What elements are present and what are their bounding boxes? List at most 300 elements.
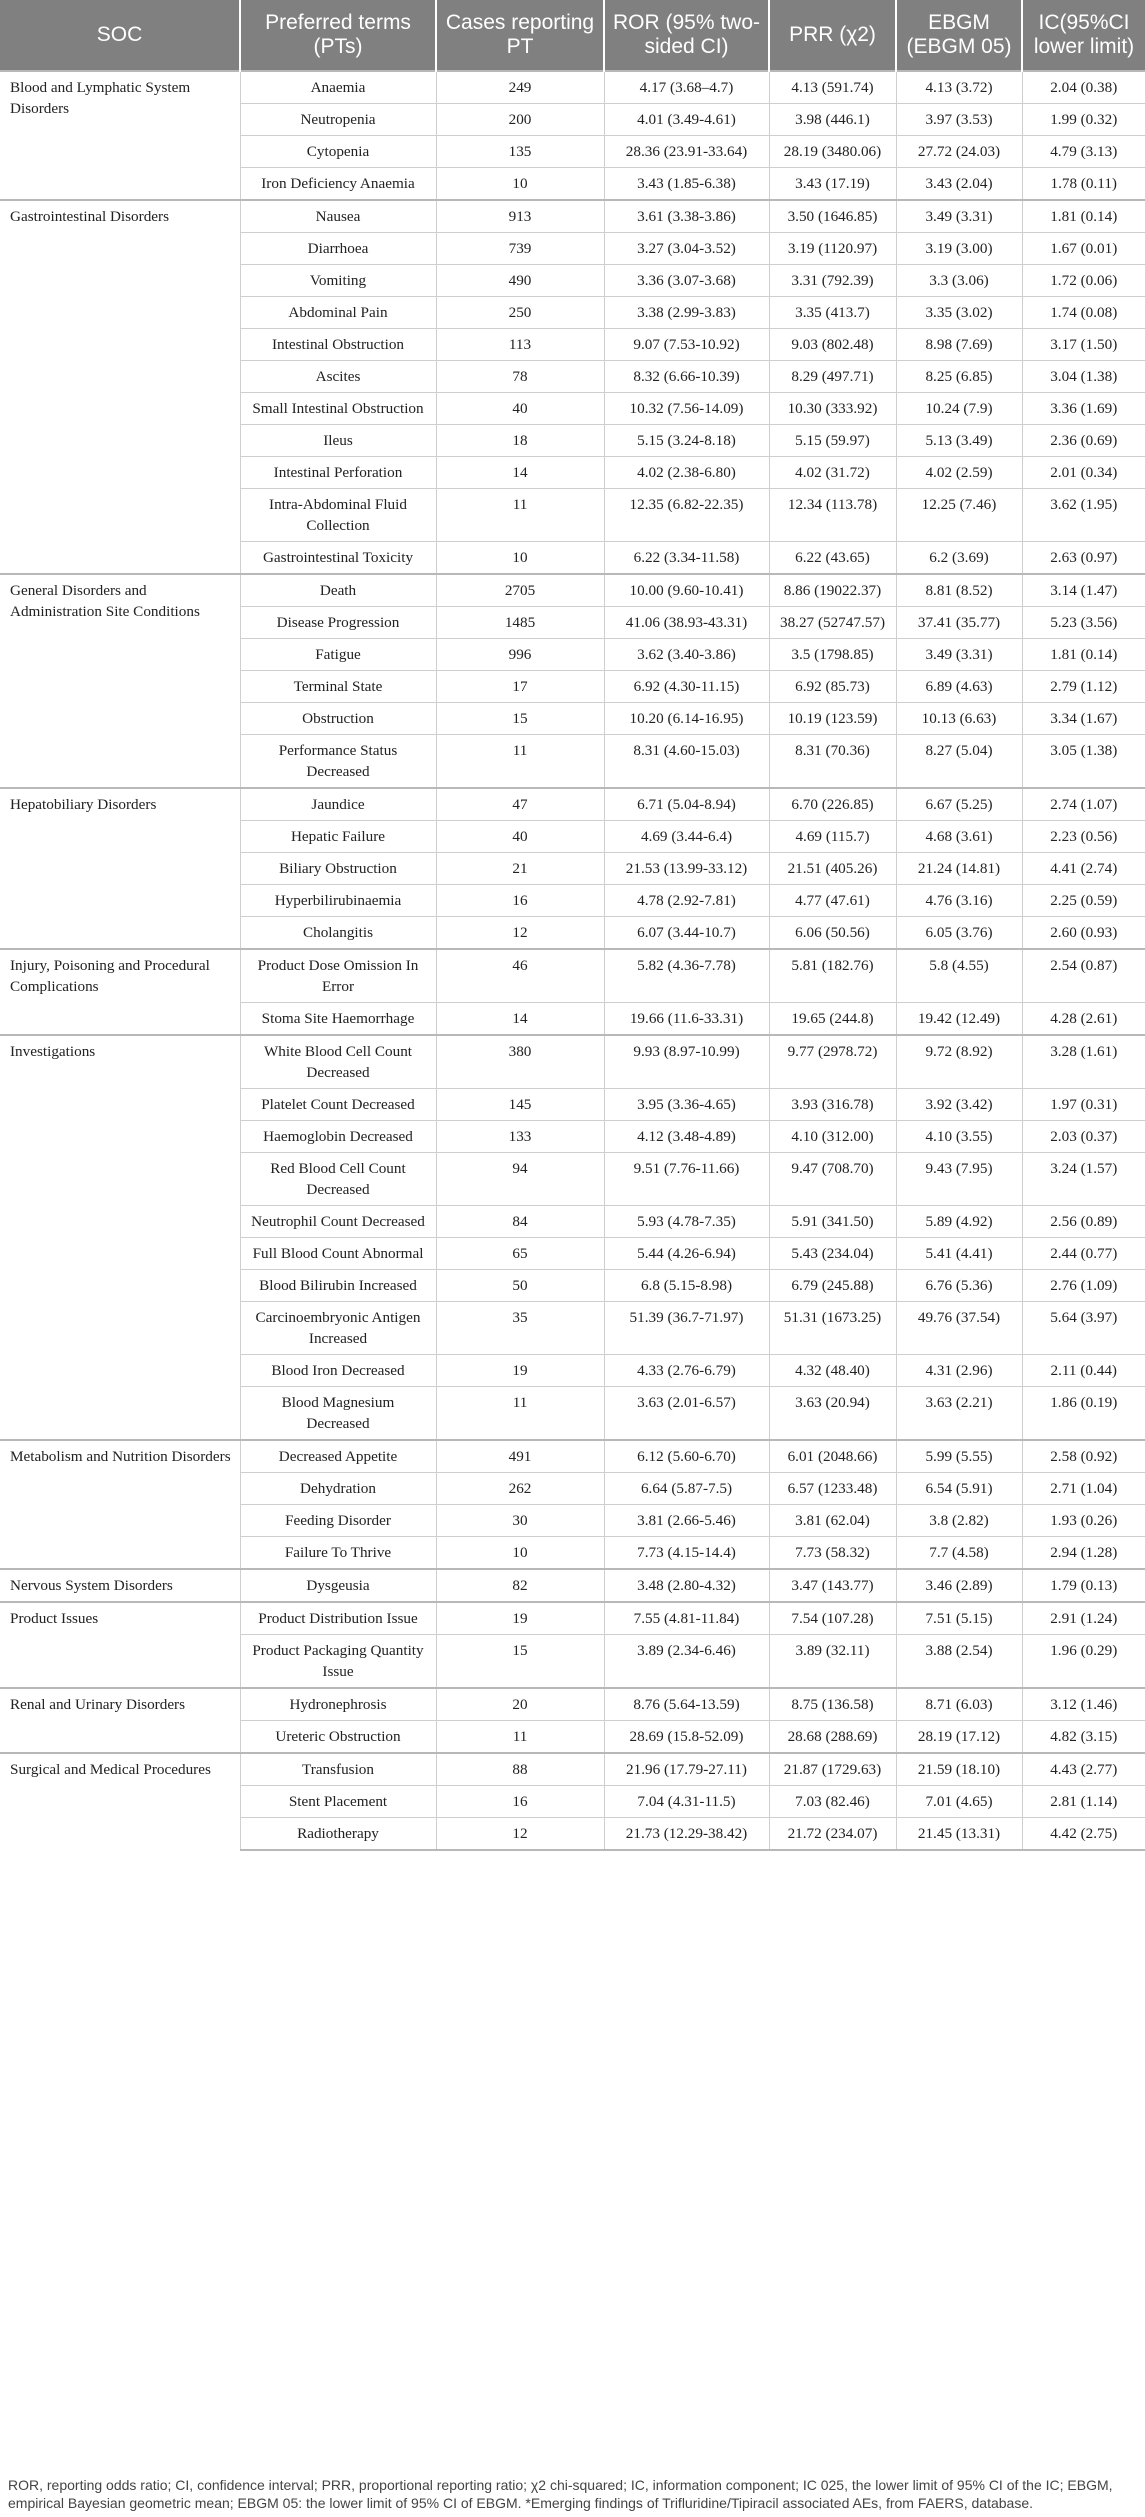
ic-cell: 1.81 (0.14) bbox=[1022, 200, 1145, 233]
table-row bbox=[0, 1688, 1145, 1721]
ebgm-cell: 5.13 (3.49) bbox=[896, 425, 1022, 457]
cases-cell: 250 bbox=[436, 297, 604, 329]
prr-cell: 4.32 (48.40) bbox=[769, 1355, 896, 1387]
ic-cell: 5.64 (3.97) bbox=[1022, 1302, 1145, 1355]
preferred-term-cell: Blood Magnesium Decreased bbox=[240, 1387, 436, 1441]
prr-cell: 7.54 (107.28) bbox=[769, 1602, 896, 1635]
ic-cell: 3.17 (1.50) bbox=[1022, 329, 1145, 361]
preferred-term-cell: Decreased Appetite bbox=[240, 1440, 436, 1473]
ror-cell: 3.95 (3.36-4.65) bbox=[604, 1089, 769, 1121]
soc-cell: Injury, Poisoning and Procedural Complications bbox=[0, 949, 240, 1035]
ebgm-cell: 49.76 (37.54) bbox=[896, 1302, 1022, 1355]
cases-cell: 35 bbox=[436, 1302, 604, 1355]
prr-cell: 5.81 (182.76) bbox=[769, 949, 896, 1003]
ror-cell: 3.89 (2.34-6.46) bbox=[604, 1635, 769, 1689]
ic-cell: 2.74 (1.07) bbox=[1022, 788, 1145, 821]
ic-cell: 2.91 (1.24) bbox=[1022, 1602, 1145, 1635]
preferred-term-cell: Death bbox=[240, 574, 436, 607]
ic-cell: 2.60 (0.93) bbox=[1022, 917, 1145, 950]
prr-cell: 6.92 (85.73) bbox=[769, 671, 896, 703]
ebgm-cell: 19.42 (12.49) bbox=[896, 1003, 1022, 1036]
prr-cell: 4.69 (115.7) bbox=[769, 821, 896, 853]
ic-cell: 2.94 (1.28) bbox=[1022, 1537, 1145, 1570]
prr-cell: 3.89 (32.11) bbox=[769, 1635, 896, 1689]
ror-cell: 21.73 (12.29-38.42) bbox=[604, 1818, 769, 1851]
header-prr: PRR (χ2) bbox=[769, 0, 896, 71]
ic-cell: 2.44 (0.77) bbox=[1022, 1238, 1145, 1270]
ror-cell: 7.04 (4.31-11.5) bbox=[604, 1786, 769, 1818]
ic-cell: 3.12 (1.46) bbox=[1022, 1688, 1145, 1721]
cases-cell: 739 bbox=[436, 233, 604, 265]
cases-cell: 10 bbox=[436, 168, 604, 201]
ebgm-cell: 8.81 (8.52) bbox=[896, 574, 1022, 607]
ic-cell: 1.78 (0.11) bbox=[1022, 168, 1145, 201]
ic-cell: 1.74 (0.08) bbox=[1022, 297, 1145, 329]
ebgm-cell: 7.01 (4.65) bbox=[896, 1786, 1022, 1818]
ebgm-cell: 3.8 (2.82) bbox=[896, 1505, 1022, 1537]
ror-cell: 7.55 (4.81-11.84) bbox=[604, 1602, 769, 1635]
table-row bbox=[0, 1440, 1145, 1473]
cases-cell: 262 bbox=[436, 1473, 604, 1505]
cases-cell: 21 bbox=[436, 853, 604, 885]
cases-cell: 11 bbox=[436, 489, 604, 542]
ror-cell: 6.12 (5.60-6.70) bbox=[604, 1440, 769, 1473]
prr-cell: 8.31 (70.36) bbox=[769, 735, 896, 789]
cases-cell: 19 bbox=[436, 1602, 604, 1635]
ebgm-cell: 12.25 (7.46) bbox=[896, 489, 1022, 542]
ebgm-cell: 4.10 (3.55) bbox=[896, 1121, 1022, 1153]
ebgm-cell: 3.19 (3.00) bbox=[896, 233, 1022, 265]
ebgm-cell: 3.3 (3.06) bbox=[896, 265, 1022, 297]
prr-cell: 19.65 (244.8) bbox=[769, 1003, 896, 1036]
ebgm-cell: 4.68 (3.61) bbox=[896, 821, 1022, 853]
ror-cell: 10.00 (9.60-10.41) bbox=[604, 574, 769, 607]
ebgm-cell: 10.24 (7.9) bbox=[896, 393, 1022, 425]
prr-cell: 21.51 (405.26) bbox=[769, 853, 896, 885]
ebgm-cell: 10.13 (6.63) bbox=[896, 703, 1022, 735]
preferred-term-cell: Terminal State bbox=[240, 671, 436, 703]
preferred-term-cell: Intestinal Obstruction bbox=[240, 329, 436, 361]
cases-cell: 20 bbox=[436, 1688, 604, 1721]
ebgm-cell: 5.41 (4.41) bbox=[896, 1238, 1022, 1270]
table-row bbox=[0, 1602, 1145, 1635]
preferred-term-cell: Jaundice bbox=[240, 788, 436, 821]
preferred-term-cell: Ureteric Obstruction bbox=[240, 1721, 436, 1754]
cases-cell: 94 bbox=[436, 1153, 604, 1206]
ic-cell: 2.76 (1.09) bbox=[1022, 1270, 1145, 1302]
ebgm-cell: 9.43 (7.95) bbox=[896, 1153, 1022, 1206]
prr-cell: 3.35 (413.7) bbox=[769, 297, 896, 329]
table-row bbox=[0, 788, 1145, 821]
cases-cell: 996 bbox=[436, 639, 604, 671]
ror-cell: 3.43 (1.85-6.38) bbox=[604, 168, 769, 201]
soc-cell: Hepatobiliary Disorders bbox=[0, 788, 240, 949]
ic-cell: 3.05 (1.38) bbox=[1022, 735, 1145, 789]
ic-cell: 4.43 (2.77) bbox=[1022, 1753, 1145, 1786]
cases-cell: 40 bbox=[436, 393, 604, 425]
ic-cell: 1.96 (0.29) bbox=[1022, 1635, 1145, 1689]
prr-cell: 3.43 (17.19) bbox=[769, 168, 896, 201]
ic-cell: 2.54 (0.87) bbox=[1022, 949, 1145, 1003]
ebgm-cell: 6.76 (5.36) bbox=[896, 1270, 1022, 1302]
preferred-term-cell: Dehydration bbox=[240, 1473, 436, 1505]
ror-cell: 3.81 (2.66-5.46) bbox=[604, 1505, 769, 1537]
ebgm-cell: 3.49 (3.31) bbox=[896, 200, 1022, 233]
prr-cell: 9.47 (708.70) bbox=[769, 1153, 896, 1206]
cases-cell: 135 bbox=[436, 136, 604, 168]
cases-cell: 84 bbox=[436, 1206, 604, 1238]
cases-cell: 16 bbox=[436, 885, 604, 917]
preferred-term-cell: Transfusion bbox=[240, 1753, 436, 1786]
preferred-term-cell: Iron Deficiency Anaemia bbox=[240, 168, 436, 201]
cases-cell: 47 bbox=[436, 788, 604, 821]
prr-cell: 28.19 (3480.06) bbox=[769, 136, 896, 168]
ic-cell: 2.63 (0.97) bbox=[1022, 542, 1145, 575]
cases-cell: 50 bbox=[436, 1270, 604, 1302]
prr-cell: 6.57 (1233.48) bbox=[769, 1473, 896, 1505]
ebgm-cell: 5.89 (4.92) bbox=[896, 1206, 1022, 1238]
ror-cell: 4.33 (2.76-6.79) bbox=[604, 1355, 769, 1387]
ic-cell: 2.81 (1.14) bbox=[1022, 1786, 1145, 1818]
cases-cell: 18 bbox=[436, 425, 604, 457]
prr-cell: 12.34 (113.78) bbox=[769, 489, 896, 542]
ror-cell: 9.07 (7.53-10.92) bbox=[604, 329, 769, 361]
ebgm-cell: 4.76 (3.16) bbox=[896, 885, 1022, 917]
prr-cell: 9.03 (802.48) bbox=[769, 329, 896, 361]
prr-cell: 3.31 (792.39) bbox=[769, 265, 896, 297]
prr-cell: 4.77 (47.61) bbox=[769, 885, 896, 917]
ic-cell: 2.36 (0.69) bbox=[1022, 425, 1145, 457]
ror-cell: 8.32 (6.66-10.39) bbox=[604, 361, 769, 393]
ic-cell: 3.28 (1.61) bbox=[1022, 1035, 1145, 1089]
ic-cell: 2.11 (0.44) bbox=[1022, 1355, 1145, 1387]
cases-cell: 78 bbox=[436, 361, 604, 393]
ror-cell: 3.38 (2.99-3.83) bbox=[604, 297, 769, 329]
ror-cell: 28.36 (23.91-33.64) bbox=[604, 136, 769, 168]
preferred-term-cell: Hepatic Failure bbox=[240, 821, 436, 853]
ebgm-cell: 6.89 (4.63) bbox=[896, 671, 1022, 703]
prr-cell: 8.86 (19022.37) bbox=[769, 574, 896, 607]
ebgm-cell: 8.27 (5.04) bbox=[896, 735, 1022, 789]
ic-cell: 1.67 (0.01) bbox=[1022, 233, 1145, 265]
cases-cell: 249 bbox=[436, 71, 604, 104]
prr-cell: 4.13 (591.74) bbox=[769, 71, 896, 104]
ror-cell: 4.01 (3.49-4.61) bbox=[604, 104, 769, 136]
preferred-term-cell: Failure To Thrive bbox=[240, 1537, 436, 1570]
ebgm-cell: 21.45 (13.31) bbox=[896, 1818, 1022, 1851]
preferred-term-cell: Full Blood Count Abnormal bbox=[240, 1238, 436, 1270]
cases-cell: 10 bbox=[436, 542, 604, 575]
ror-cell: 9.51 (7.76-11.66) bbox=[604, 1153, 769, 1206]
prr-cell: 6.01 (2048.66) bbox=[769, 1440, 896, 1473]
ror-cell: 3.27 (3.04-3.52) bbox=[604, 233, 769, 265]
header-ror: ROR (95% two-sided CI) bbox=[604, 0, 769, 71]
ebgm-cell: 3.97 (3.53) bbox=[896, 104, 1022, 136]
ic-cell: 2.03 (0.37) bbox=[1022, 1121, 1145, 1153]
prr-cell: 3.93 (316.78) bbox=[769, 1089, 896, 1121]
table-row bbox=[0, 1035, 1145, 1089]
preferred-term-cell: Blood Iron Decreased bbox=[240, 1355, 436, 1387]
header-cases: Cases reporting PT bbox=[436, 0, 604, 71]
ebgm-cell: 28.19 (17.12) bbox=[896, 1721, 1022, 1754]
preferred-term-cell: Blood Bilirubin Increased bbox=[240, 1270, 436, 1302]
ror-cell: 4.69 (3.44-6.4) bbox=[604, 821, 769, 853]
ror-cell: 21.96 (17.79-27.11) bbox=[604, 1753, 769, 1786]
ror-cell: 6.07 (3.44-10.7) bbox=[604, 917, 769, 950]
ic-cell: 4.42 (2.75) bbox=[1022, 1818, 1145, 1851]
ic-cell: 4.41 (2.74) bbox=[1022, 853, 1145, 885]
prr-cell: 3.98 (446.1) bbox=[769, 104, 896, 136]
ror-cell: 6.92 (4.30-11.15) bbox=[604, 671, 769, 703]
ror-cell: 6.22 (3.34-11.58) bbox=[604, 542, 769, 575]
prr-cell: 3.63 (20.94) bbox=[769, 1387, 896, 1441]
ic-cell: 2.58 (0.92) bbox=[1022, 1440, 1145, 1473]
cases-cell: 65 bbox=[436, 1238, 604, 1270]
preferred-term-cell: Gastrointestinal Toxicity bbox=[240, 542, 436, 575]
cases-cell: 11 bbox=[436, 1387, 604, 1441]
header-ebgm: EBGM (EBGM 05) bbox=[896, 0, 1022, 71]
prr-cell: 6.06 (50.56) bbox=[769, 917, 896, 950]
ebgm-cell: 21.24 (14.81) bbox=[896, 853, 1022, 885]
ebgm-cell: 6.67 (5.25) bbox=[896, 788, 1022, 821]
cases-cell: 490 bbox=[436, 265, 604, 297]
prr-cell: 3.50 (1646.85) bbox=[769, 200, 896, 233]
cases-cell: 40 bbox=[436, 821, 604, 853]
table-footnote: ROR, reporting odds ratio; CI, confidence interval; PRR, proportional reporting ratio; χ2 chi-squared; IC, information component; IC 025, the lower limit of 95% CI of the IC; EBGM, empirical Bayesian geometric mean; EBGM 05: the lower limit of 95% CI of EBGM. *Emerging findings of Trifluridine/Tipiracil associated AEs, from FAERS, database. bbox=[8, 2477, 1113, 2511]
ebgm-cell: 3.35 (3.02) bbox=[896, 297, 1022, 329]
prr-cell: 6.22 (43.65) bbox=[769, 542, 896, 575]
ic-cell: 1.81 (0.14) bbox=[1022, 639, 1145, 671]
cases-cell: 15 bbox=[436, 703, 604, 735]
prr-cell: 21.87 (1729.63) bbox=[769, 1753, 896, 1786]
prr-cell: 8.75 (136.58) bbox=[769, 1688, 896, 1721]
table-body bbox=[0, 71, 1145, 1850]
ebgm-cell: 3.46 (2.89) bbox=[896, 1569, 1022, 1602]
cases-cell: 113 bbox=[436, 329, 604, 361]
ror-cell: 51.39 (36.7-71.97) bbox=[604, 1302, 769, 1355]
preferred-term-cell: Radiotherapy bbox=[240, 1818, 436, 1851]
prr-cell: 3.47 (143.77) bbox=[769, 1569, 896, 1602]
ror-cell: 5.93 (4.78-7.35) bbox=[604, 1206, 769, 1238]
cases-cell: 11 bbox=[436, 1721, 604, 1754]
cases-cell: 10 bbox=[436, 1537, 604, 1570]
preferred-term-cell: Stoma Site Haemorrhage bbox=[240, 1003, 436, 1036]
prr-cell: 4.10 (312.00) bbox=[769, 1121, 896, 1153]
cases-cell: 19 bbox=[436, 1355, 604, 1387]
preferred-term-cell: Feeding Disorder bbox=[240, 1505, 436, 1537]
prr-cell: 3.5 (1798.85) bbox=[769, 639, 896, 671]
cases-cell: 913 bbox=[436, 200, 604, 233]
prr-cell: 28.68 (288.69) bbox=[769, 1721, 896, 1754]
ebgm-cell: 21.59 (18.10) bbox=[896, 1753, 1022, 1786]
ic-cell: 2.56 (0.89) bbox=[1022, 1206, 1145, 1238]
table-row bbox=[0, 71, 1145, 104]
ror-cell: 19.66 (11.6-33.31) bbox=[604, 1003, 769, 1036]
ebgm-cell: 4.02 (2.59) bbox=[896, 457, 1022, 489]
preferred-term-cell: Abdominal Pain bbox=[240, 297, 436, 329]
ror-cell: 3.61 (3.38-3.86) bbox=[604, 200, 769, 233]
table-row bbox=[0, 949, 1145, 1003]
preferred-term-cell: Intra-Abdominal Fluid Collection bbox=[240, 489, 436, 542]
preferred-term-cell: Diarrhoea bbox=[240, 233, 436, 265]
soc-cell: Surgical and Medical Procedures bbox=[0, 1753, 240, 1850]
ror-cell: 6.64 (5.87-7.5) bbox=[604, 1473, 769, 1505]
prr-cell: 21.72 (234.07) bbox=[769, 1818, 896, 1851]
prr-cell: 5.43 (234.04) bbox=[769, 1238, 896, 1270]
preferred-term-cell: Performance Status Decreased bbox=[240, 735, 436, 789]
preferred-term-cell: Stent Placement bbox=[240, 1786, 436, 1818]
ic-cell: 3.04 (1.38) bbox=[1022, 361, 1145, 393]
ebgm-cell: 8.98 (7.69) bbox=[896, 329, 1022, 361]
preferred-term-cell: Product Packaging Quantity Issue bbox=[240, 1635, 436, 1689]
preferred-term-cell: Biliary Obstruction bbox=[240, 853, 436, 885]
cases-cell: 17 bbox=[436, 671, 604, 703]
cases-cell: 15 bbox=[436, 1635, 604, 1689]
preferred-term-cell: Cytopenia bbox=[240, 136, 436, 168]
soc-cell: Investigations bbox=[0, 1035, 240, 1440]
header-ic: IC(95%CI lower limit) bbox=[1022, 0, 1145, 71]
ror-cell: 4.02 (2.38-6.80) bbox=[604, 457, 769, 489]
ror-cell: 8.31 (4.60-15.03) bbox=[604, 735, 769, 789]
ebgm-cell: 7.51 (5.15) bbox=[896, 1602, 1022, 1635]
preferred-term-cell: Carcinoembryonic Antigen Increased bbox=[240, 1302, 436, 1355]
preferred-term-cell: Haemoglobin Decreased bbox=[240, 1121, 436, 1153]
preferred-term-cell: Red Blood Cell Count Decreased bbox=[240, 1153, 436, 1206]
ebgm-cell: 5.99 (5.55) bbox=[896, 1440, 1022, 1473]
ic-cell: 1.86 (0.19) bbox=[1022, 1387, 1145, 1441]
ic-cell: 2.71 (1.04) bbox=[1022, 1473, 1145, 1505]
ebgm-cell: 4.31 (2.96) bbox=[896, 1355, 1022, 1387]
table-row bbox=[0, 1753, 1145, 1786]
ror-cell: 28.69 (15.8-52.09) bbox=[604, 1721, 769, 1754]
ebgm-cell: 3.88 (2.54) bbox=[896, 1635, 1022, 1689]
prr-cell: 38.27 (52747.57) bbox=[769, 607, 896, 639]
ror-cell: 41.06 (38.93-43.31) bbox=[604, 607, 769, 639]
ic-cell: 2.23 (0.56) bbox=[1022, 821, 1145, 853]
ic-cell: 2.01 (0.34) bbox=[1022, 457, 1145, 489]
prr-cell: 51.31 (1673.25) bbox=[769, 1302, 896, 1355]
preferred-term-cell: Vomiting bbox=[240, 265, 436, 297]
prr-cell: 4.02 (31.72) bbox=[769, 457, 896, 489]
soc-cell: Nervous System Disorders bbox=[0, 1569, 240, 1602]
header-preferred-terms: Preferred terms (PTs) bbox=[240, 0, 436, 71]
table-row bbox=[0, 200, 1145, 233]
ic-cell: 3.24 (1.57) bbox=[1022, 1153, 1145, 1206]
ror-cell: 4.17 (3.68–4.7) bbox=[604, 71, 769, 104]
preferred-term-cell: Ascites bbox=[240, 361, 436, 393]
ror-cell: 3.48 (2.80-4.32) bbox=[604, 1569, 769, 1602]
ebgm-cell: 4.13 (3.72) bbox=[896, 71, 1022, 104]
cases-cell: 11 bbox=[436, 735, 604, 789]
cases-cell: 14 bbox=[436, 1003, 604, 1036]
ic-cell: 5.23 (3.56) bbox=[1022, 607, 1145, 639]
prr-cell: 8.29 (497.71) bbox=[769, 361, 896, 393]
prr-cell: 10.30 (333.92) bbox=[769, 393, 896, 425]
cases-cell: 200 bbox=[436, 104, 604, 136]
ror-cell: 4.12 (3.48-4.89) bbox=[604, 1121, 769, 1153]
ror-cell: 9.93 (8.97-10.99) bbox=[604, 1035, 769, 1089]
soc-cell: Blood and Lymphatic System Disorders bbox=[0, 71, 240, 200]
ic-cell: 1.97 (0.31) bbox=[1022, 1089, 1145, 1121]
ror-cell: 3.36 (3.07-3.68) bbox=[604, 265, 769, 297]
cases-cell: 46 bbox=[436, 949, 604, 1003]
ror-cell: 5.15 (3.24-8.18) bbox=[604, 425, 769, 457]
prr-cell: 7.73 (58.32) bbox=[769, 1537, 896, 1570]
ror-cell: 10.20 (6.14-16.95) bbox=[604, 703, 769, 735]
table-row bbox=[0, 574, 1145, 607]
ebgm-cell: 7.7 (4.58) bbox=[896, 1537, 1022, 1570]
ebgm-cell: 27.72 (24.03) bbox=[896, 136, 1022, 168]
preferred-term-cell: Ileus bbox=[240, 425, 436, 457]
header-row bbox=[0, 0, 1145, 71]
cases-cell: 491 bbox=[436, 1440, 604, 1473]
header-soc: SOC bbox=[0, 0, 240, 71]
ror-cell: 3.63 (2.01-6.57) bbox=[604, 1387, 769, 1441]
ebgm-cell: 3.43 (2.04) bbox=[896, 168, 1022, 201]
ror-cell: 12.35 (6.82-22.35) bbox=[604, 489, 769, 542]
prr-cell: 9.77 (2978.72) bbox=[769, 1035, 896, 1089]
ror-cell: 6.71 (5.04-8.94) bbox=[604, 788, 769, 821]
cases-cell: 145 bbox=[436, 1089, 604, 1121]
soc-cell: Product Issues bbox=[0, 1602, 240, 1688]
preferred-term-cell: Cholangitis bbox=[240, 917, 436, 950]
table-row bbox=[0, 1569, 1145, 1602]
preferred-term-cell: Nausea bbox=[240, 200, 436, 233]
cases-cell: 14 bbox=[436, 457, 604, 489]
cases-cell: 133 bbox=[436, 1121, 604, 1153]
preferred-term-cell: White Blood Cell Count Decreased bbox=[240, 1035, 436, 1089]
preferred-term-cell: Neutropenia bbox=[240, 104, 436, 136]
preferred-term-cell: Neutrophil Count Decreased bbox=[240, 1206, 436, 1238]
ebgm-cell: 6.54 (5.91) bbox=[896, 1473, 1022, 1505]
ic-cell: 2.04 (0.38) bbox=[1022, 71, 1145, 104]
preferred-term-cell: Product Dose Omission In Error bbox=[240, 949, 436, 1003]
ic-cell: 4.82 (3.15) bbox=[1022, 1721, 1145, 1754]
ic-cell: 1.72 (0.06) bbox=[1022, 265, 1145, 297]
ebgm-cell: 6.05 (3.76) bbox=[896, 917, 1022, 950]
ror-cell: 21.53 (13.99-33.12) bbox=[604, 853, 769, 885]
preferred-term-cell: Small Intestinal Obstruction bbox=[240, 393, 436, 425]
ic-cell: 1.79 (0.13) bbox=[1022, 1569, 1145, 1602]
preferred-term-cell: Disease Progression bbox=[240, 607, 436, 639]
prr-cell: 5.15 (59.97) bbox=[769, 425, 896, 457]
prr-cell: 6.79 (245.88) bbox=[769, 1270, 896, 1302]
ebgm-cell: 3.92 (3.42) bbox=[896, 1089, 1022, 1121]
preferred-term-cell: Hyperbilirubinaemia bbox=[240, 885, 436, 917]
ebgm-cell: 9.72 (8.92) bbox=[896, 1035, 1022, 1089]
ic-cell: 3.36 (1.69) bbox=[1022, 393, 1145, 425]
cases-cell: 82 bbox=[436, 1569, 604, 1602]
ic-cell: 4.28 (2.61) bbox=[1022, 1003, 1145, 1036]
prr-cell: 5.91 (341.50) bbox=[769, 1206, 896, 1238]
preferred-term-cell: Product Distribution Issue bbox=[240, 1602, 436, 1635]
ic-cell: 3.34 (1.67) bbox=[1022, 703, 1145, 735]
ic-cell: 3.62 (1.95) bbox=[1022, 489, 1145, 542]
prr-cell: 6.70 (226.85) bbox=[769, 788, 896, 821]
cases-cell: 12 bbox=[436, 1818, 604, 1851]
ic-cell: 2.79 (1.12) bbox=[1022, 671, 1145, 703]
ror-cell: 3.62 (3.40-3.86) bbox=[604, 639, 769, 671]
ror-cell: 6.8 (5.15-8.98) bbox=[604, 1270, 769, 1302]
preferred-term-cell: Platelet Count Decreased bbox=[240, 1089, 436, 1121]
prr-cell: 10.19 (123.59) bbox=[769, 703, 896, 735]
preferred-term-cell: Dysgeusia bbox=[240, 1569, 436, 1602]
cases-cell: 12 bbox=[436, 917, 604, 950]
ic-cell: 1.99 (0.32) bbox=[1022, 104, 1145, 136]
preferred-term-cell: Fatigue bbox=[240, 639, 436, 671]
soc-cell: Renal and Urinary Disorders bbox=[0, 1688, 240, 1753]
cases-cell: 30 bbox=[436, 1505, 604, 1537]
